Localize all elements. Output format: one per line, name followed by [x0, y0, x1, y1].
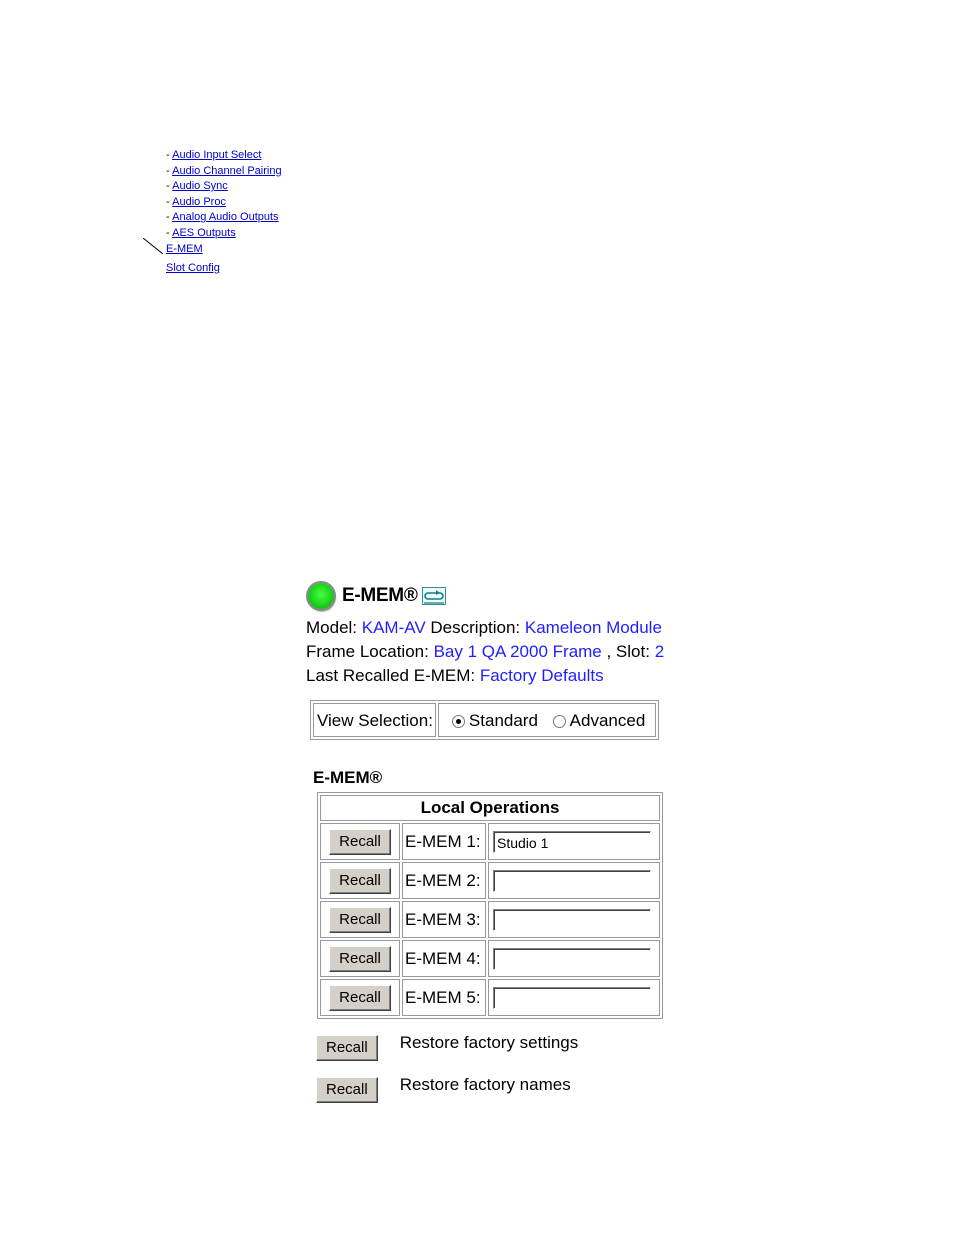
emem-name-field-4[interactable] — [493, 948, 651, 970]
nav-link-audio-channel-pairing[interactable]: Audio Channel Pairing — [172, 164, 282, 177]
nav-item-aes-outputs: - AES Outputs — [166, 226, 236, 239]
table-row — [320, 940, 660, 977]
nav-item-audio-proc: - Audio Proc — [166, 195, 226, 208]
panel-header — [306, 580, 664, 612]
radio-advanced-label: Advanced — [569, 711, 646, 730]
emem-label-5: E-MEM 5: — [402, 979, 486, 1016]
factory-section — [316, 1033, 664, 1117]
emem-panel — [306, 580, 664, 1117]
nav-item-audio-input-select: - Audio Input Select — [166, 149, 262, 161]
restore-factory-names-label: Restore factory names — [399, 1075, 571, 1094]
page-title: E-MEM® — [342, 585, 418, 606]
emem-label-1: E-MEM 1: — [402, 823, 486, 860]
restore-factory-names-button[interactable]: Recall — [316, 1077, 378, 1103]
factory-settings-row — [316, 1033, 664, 1075]
restore-factory-settings-label: Restore factory settings — [399, 1033, 579, 1052]
description-value: Kameleon Module — [524, 618, 662, 637]
nav-link-audio-proc[interactable]: Audio Proc — [172, 195, 226, 208]
emem-label-3: E-MEM 3: — [402, 901, 486, 938]
restore-factory-settings-button[interactable]: Recall — [316, 1035, 378, 1061]
nav-item-e-mem — [166, 242, 282, 258]
slot-value: 2 — [654, 642, 665, 661]
sidebar-nav — [166, 148, 282, 277]
model-line: Model: KAM-AV Description: Kameleon Module — [306, 618, 662, 637]
radio-advanced[interactable] — [553, 715, 566, 728]
refresh-icon[interactable] — [422, 587, 446, 605]
recall-button-2[interactable]: Recall — [329, 868, 391, 894]
last-recalled-value: Factory Defaults — [479, 666, 604, 685]
radio-standard-label: Standard — [468, 711, 538, 730]
nav-link-e-mem[interactable]: E-MEM — [166, 242, 203, 255]
emem-name-field-5[interactable] — [493, 987, 651, 1009]
recall-button-3[interactable]: Recall — [329, 907, 391, 933]
nav-link-analog-audio-outputs[interactable]: Analog Audio Outputs — [172, 211, 279, 224]
emem-label-2: E-MEM 2: — [402, 862, 486, 899]
factory-names-row — [316, 1075, 664, 1117]
callout-line — [143, 238, 163, 254]
emem-name-field-2[interactable] — [493, 870, 651, 892]
nav-item-analog-audio-outputs: - Analog Audio Outputs — [166, 211, 279, 224]
view-selection-label: View Selection: — [313, 703, 436, 737]
nav-item-slot-config — [166, 261, 282, 277]
frame-value: Bay 1 QA 2000 Frame — [433, 642, 602, 661]
local-operations-table — [317, 792, 663, 1019]
model-value: KAM-AV — [361, 618, 426, 637]
nav-link-slot-config[interactable]: Slot Config — [166, 262, 220, 275]
section-title: E-MEM® — [313, 768, 383, 787]
table-row — [320, 823, 660, 860]
last-recalled-line: Last Recalled E-MEM: Factory Defaults — [306, 666, 604, 685]
table-row — [320, 862, 660, 899]
nav-item-audio-sync: - Audio Sync — [166, 180, 228, 193]
nav-item-audio-channel-pairing: - Audio Channel Pairing — [166, 164, 282, 177]
nav-link-aes-outputs[interactable]: AES Outputs — [172, 226, 236, 239]
status-led-icon — [308, 583, 334, 609]
table-row — [320, 979, 660, 1016]
emem-label-4: E-MEM 4: — [402, 940, 486, 977]
recall-button-1[interactable]: Recall — [329, 829, 391, 855]
nav-link-audio-input-select[interactable]: Audio Input Select — [172, 149, 262, 161]
recall-button-5[interactable]: Recall — [329, 985, 391, 1011]
view-selection-table — [310, 700, 659, 740]
table-header: Local Operations — [320, 795, 660, 821]
emem-name-field-3[interactable] — [493, 909, 651, 931]
nav-link-audio-sync[interactable]: Audio Sync — [172, 180, 228, 193]
emem-name-field-1[interactable]: Studio 1 — [493, 831, 651, 853]
radio-standard[interactable] — [452, 715, 465, 728]
recall-button-4[interactable]: Recall — [329, 946, 391, 972]
view-selection-options — [438, 703, 656, 737]
table-row — [320, 901, 660, 938]
frame-line: Frame Location: Bay 1 QA 2000 Frame , Slot: 2 — [306, 642, 665, 661]
module-info — [306, 616, 664, 688]
